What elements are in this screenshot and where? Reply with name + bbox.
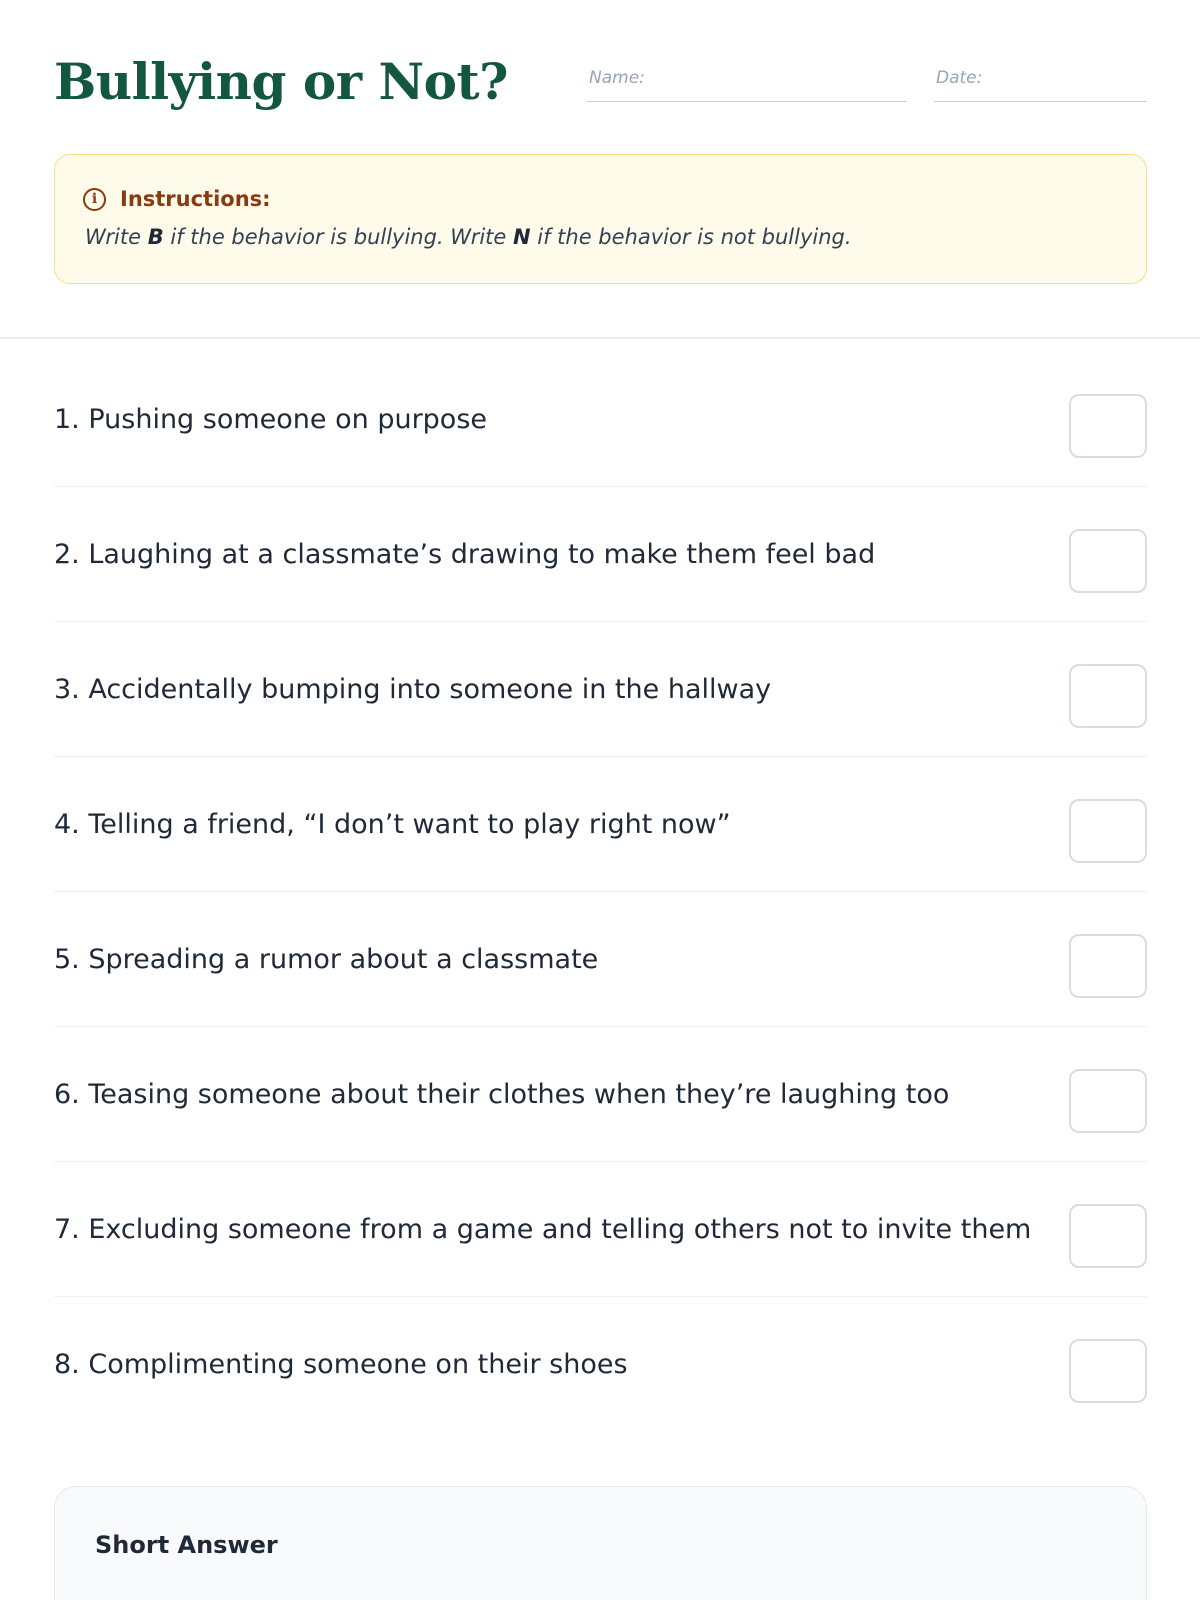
answer-box[interactable]	[1069, 934, 1147, 998]
question-text: 6. Teasing someone about their clothes when they’re laughing too	[54, 1079, 950, 1110]
short-answer-title: Short Answer	[95, 1531, 278, 1559]
worksheet-header	[0, 0, 1200, 338]
question-row-2	[54, 487, 1147, 622]
instructions-text-part1: Write	[85, 225, 148, 249]
question-row-4	[54, 757, 1147, 892]
name-label: Name:	[589, 68, 645, 88]
answer-box[interactable]	[1069, 529, 1147, 593]
question-text: 4. Telling a friend, “I don’t want to play right now”	[54, 809, 731, 840]
question-text: 2. Laughing at a classmate’s drawing to make them feel bad	[54, 539, 876, 570]
question-text: 7. Excluding someone from a game and telling others not to invite them	[54, 1214, 1032, 1245]
answer-box[interactable]	[1069, 664, 1147, 728]
date-field[interactable]	[934, 66, 1147, 102]
question-row-3	[54, 622, 1147, 757]
date-label: Date:	[936, 68, 983, 88]
question-row-1	[54, 352, 1147, 487]
name-field[interactable]	[587, 66, 907, 102]
instructions-header	[83, 185, 271, 213]
question-text: 1. Pushing someone on purpose	[54, 404, 488, 435]
instructions-letter-b: B	[147, 225, 164, 249]
question-text: 3. Accidentally bumping into someone in the hallway	[54, 674, 772, 705]
question-row-5	[54, 892, 1147, 1027]
answer-box[interactable]	[1069, 1069, 1147, 1133]
short-answer-section	[54, 1486, 1147, 1600]
instructions-text	[85, 225, 852, 249]
instructions-heading: Instructions:	[120, 187, 271, 211]
answer-box[interactable]	[1069, 799, 1147, 863]
instructions-text-part3: if the behavior is not bullying.	[530, 225, 852, 249]
page-title: Bullying or Not?	[54, 52, 508, 111]
header-divider	[0, 337, 1200, 339]
answer-box[interactable]	[1069, 394, 1147, 458]
question-row-6	[54, 1027, 1147, 1162]
question-row-8	[54, 1297, 1147, 1432]
info-icon: i	[83, 188, 106, 211]
instructions-letter-n: N	[513, 225, 531, 249]
question-list	[54, 352, 1147, 1432]
question-text: 8. Complimenting someone on their shoes	[54, 1349, 628, 1380]
question-text: 5. Spreading a rumor about a classmate	[54, 944, 599, 975]
question-row-7	[54, 1162, 1147, 1297]
instructions-box	[54, 154, 1147, 284]
answer-box[interactable]	[1069, 1339, 1147, 1403]
instructions-text-part2: if the behavior is bullying. Write	[163, 225, 513, 249]
answer-box[interactable]	[1069, 1204, 1147, 1268]
